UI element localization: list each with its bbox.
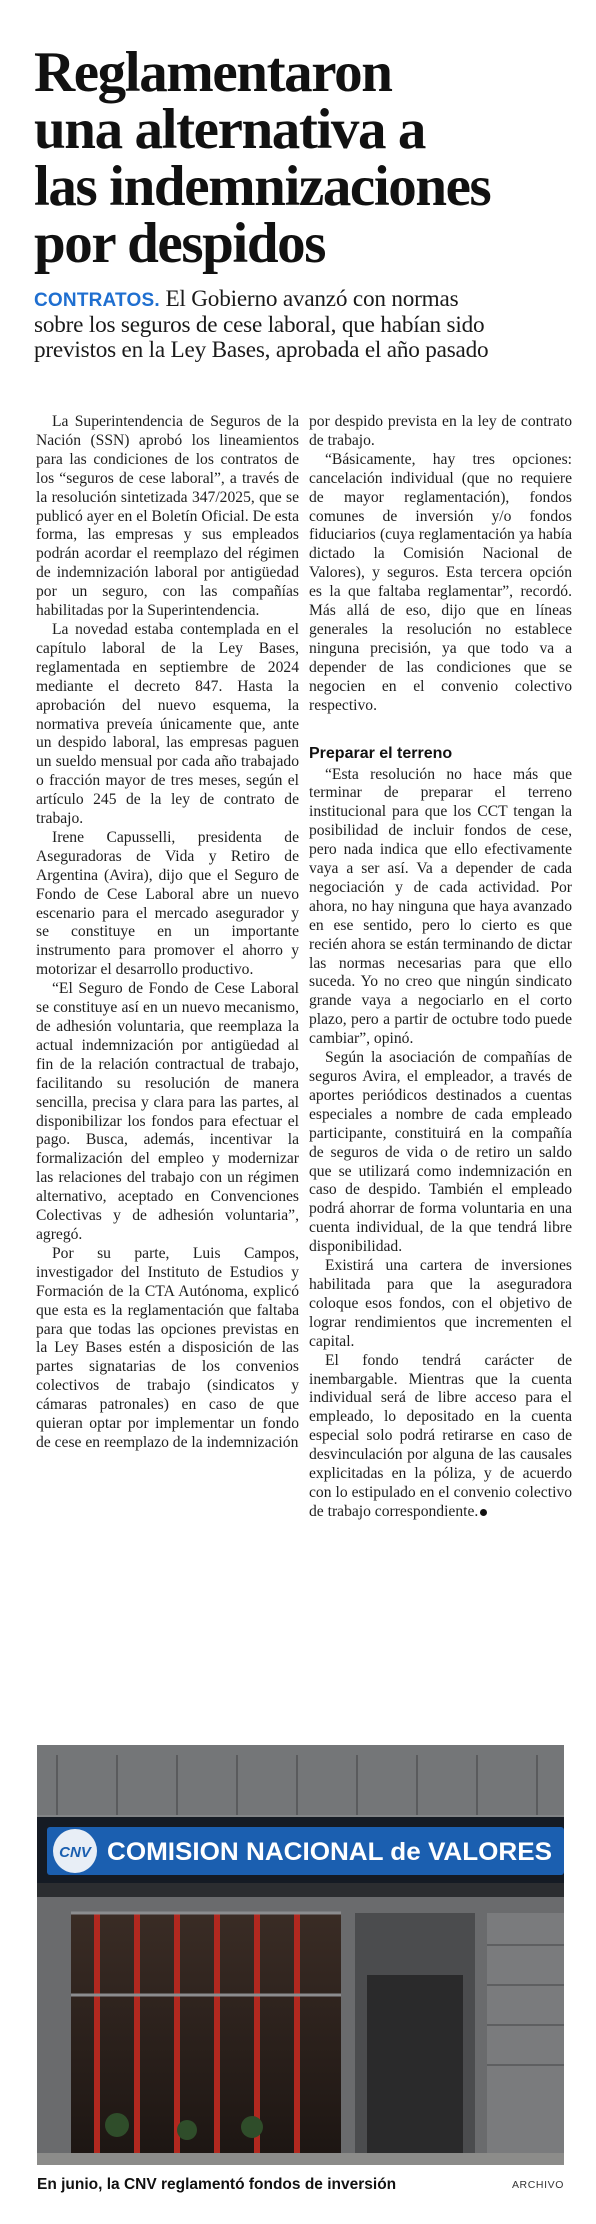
headline: [34, 41, 574, 275]
headline-line: las indemnizaciones: [34, 155, 491, 218]
article-paragraph: Existirá una cartera de inversiones habilitada para que la aseguradora coloque esos fondos, con el objetivo de lograr rendimientos que incrementen el capital.: [309, 1257, 572, 1350]
deck-text: sobre los seguros de cese laboral, que habían sido: [34, 312, 485, 338]
cnv-logo-text: CNV: [59, 1844, 91, 1861]
end-mark-icon: [480, 1509, 487, 1516]
article-paragraph: Según la asociación de compañías de seguros Avira, el empleador, a través de aportes periódicos destinados a cuentas especiales a nombre de cada empleado participante, constituirá en la compañía de seguros de vida o de retiro un saldo que se utilizará como indemnización en caso de despido. También el empleado podrá ahorrar de forma voluntaria en una cuenta individual, de la que tendrá libre disponibilidad.: [309, 1049, 572, 1256]
subheading: Preparar el terreno: [309, 744, 453, 762]
article-paragraph: por despido prevista en la ley de contrato de trabajo.: [309, 413, 572, 449]
headline-line: por despidos: [34, 212, 326, 275]
news-photo: [37, 1745, 564, 2165]
deck-text: El Gobierno avanzó con normas: [159, 286, 459, 312]
photo-caption: [37, 2174, 564, 2198]
article-paragraph: El fondo tendrá carácter de inembargable. Mientras que la cuenta individual será de libre acceso para el empleado, lo depositado en la cuenta especial solo podrá retirarse en caso de desvinculación por alguna de las causales explicitadas en la póliza, y de acuerdo con lo estipulado en el convenio colectivo de trabajo correspondiente.: [309, 1351, 572, 1520]
photo-credit: ARCHIVO: [511, 2179, 564, 2191]
caption-text: En junio, la CNV reglamentó fondos de inversión: [37, 2176, 397, 2193]
article-column-left: [36, 413, 299, 1453]
article-paragraph: La Superintendencia de Seguros de la Nación (SSN) aprobó los lineamientos para las condiciones de los contratos de los “seguros de cese laboral”, a través de la resolución sintetizada 347/2025, que se publicó ayer en el Boletín Oficial. De esta forma, las empresas y sus empleados podrán acordar el reemplazo del régimen de indemnización laboral por antigüedad por un seguro, con las compañías habilitadas por la Superintendencia.: [36, 413, 299, 620]
article-paragraph: Irene Capusselli, presidenta de Aseguradoras de Vida y Retiro de Argentina (Avira), dijo que el Seguro de Fondo de Cese Laboral abre un nuevo escenario para el mercado asegurador y se constituye en un importante instrumento para promover el ahorro y motorizar el desarrollo productivo.: [36, 828, 299, 979]
deck-text: previstos en la Ley Bases, aprobada el año pasado: [34, 337, 489, 363]
section-kicker: CONTRATOS.: [34, 290, 160, 311]
sign-text: COMISION NACIONAL de VALORES: [107, 1838, 552, 1866]
building-illustration: [37, 1745, 564, 2165]
article-paragraph: Por su parte, Luis Campos, investigador del Instituto de Estudios y Formación de la CTA Autónoma, explicó que esta es la reglamentación que faltaba para que todas las opciones previstas en la Ley Bases estén a disposición de las partes signatarias de los convenios colectivos de trabajo (sindicatos y cámaras patronales) en caso de que quieran optar por implementar un fondo de cese en reemplazo de la indemnización: [36, 1244, 299, 1451]
article-paragraph: “Básicamente, hay tres opciones: cancelación individual (que no requiere de mayor reglamentación), fondos comunes de inversión y/o fondos fiduciarios (cuya reglamentación ya había dictado la Comisión Nacional de Valores), y seguros. Esta tercera opción es la que faltaba reglamentar”, recordó. Más allá de eso, dijo que en líneas generales la resolución no establece ninguna precisión, ya que todo va a depender de las condiciones que se negocien en el convenio colectivo respectivo.: [309, 450, 572, 714]
article-paragraph: “Esta resolución no hace más que terminar de preparar el terreno institucional para que los CCT tengan la posibilidad de incluir fondos de cese, pero nada indica que ello efectivamente vaya a ser así. Va a depender de cada negociación y de cada actividad. Por ahora, no hay ninguna que haya avanzado en ese sentido, pero lo cierto es que recién ahora se están terminando de dictar las normas necesarias para que ello suceda. Yo no creo que ningún sindicato grande vaya a negociarlo en el corto plazo, pero a partir de octubre todo puede cambiar”, opinó.: [309, 765, 572, 1048]
article-paragraph: La novedad estaba contemplada en el capítulo laboral de la Ley Bases, reglamentada en septiembre de 2024 mediante el decreto 847. Hasta la aprobación del nuevo esquema, la normativa preveía únicamente que, ante un despido laboral, las empresas paguen un sueldo mensual por cada año trabajado o fracción mayor de tres meses, según el artículo 245 de la ley de contrato de trabajo.: [36, 620, 299, 828]
deck: [34, 287, 574, 363]
article-paragraph: “El Seguro de Fondo de Cese Laboral se constituye así en un nuevo mecanismo, de adhesión voluntaria, que reemplaza la actual indemnización por antigüedad al fin de la relación contractual de trabajo, facilitando su resolución de manera sencilla, precisa y clara para las partes, al disponibilizar los fondos para efectuar el pago. Busca, además, incentivar la formalización del empleo y modernizar las relaciones del trabajo con un régimen alternativo, aceptado en Convenciones Colectivas y de adhesión voluntaria”, agregó.: [36, 980, 299, 1243]
headline-line: Reglamentaron: [34, 41, 392, 104]
article-column-right: [309, 413, 572, 1522]
headline-line: una alternativa a: [34, 98, 426, 161]
